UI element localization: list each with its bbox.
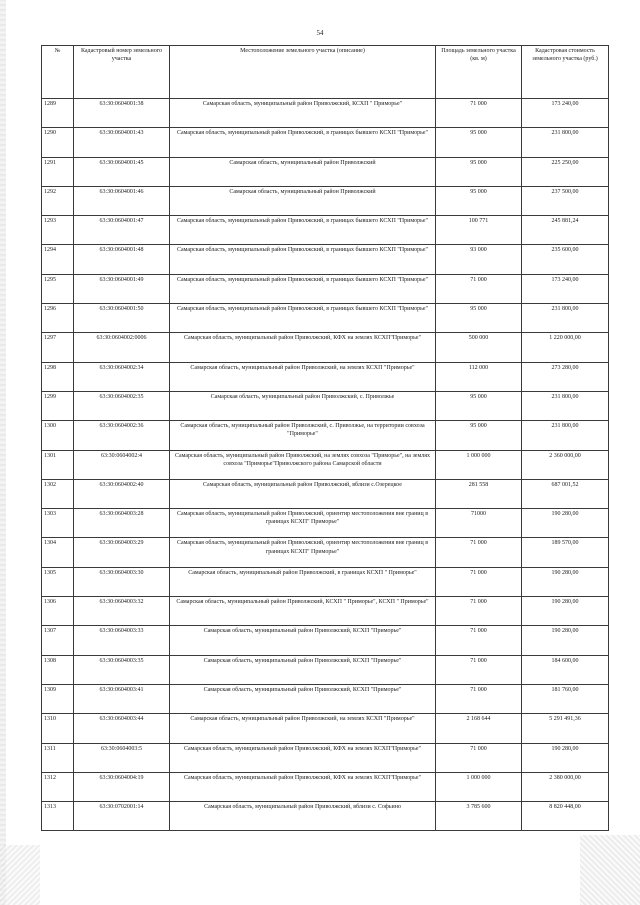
table-row	[42, 362, 609, 391]
scan-artifact	[0, 845, 40, 905]
location-description: Самарская область, муниципальный район Приволжский, КСХП "Приморье"	[170, 626, 436, 655]
table-row	[42, 626, 609, 655]
area-value: 2 168 644	[436, 714, 522, 743]
table-row	[42, 772, 609, 801]
row-number: 1306	[42, 597, 74, 626]
table-row	[42, 714, 609, 743]
cadastral-number: 63:30:0604002:0006	[74, 333, 170, 362]
location-description: Самарская область, муниципальный район Приволжский	[170, 157, 436, 186]
location-description: Самарская область, муниципальный район Приволжский, в границах КСХП " Приморье"	[170, 567, 436, 596]
row-number: 1298	[42, 362, 74, 391]
cadastral-number: 63:30:0604001:43	[74, 128, 170, 157]
cost-value: 231 800,00	[522, 304, 609, 333]
table-row	[42, 597, 609, 626]
area-value: 95 000	[436, 421, 522, 450]
cadastral-number: 63:30:0604003:28	[74, 509, 170, 538]
location-description: Самарская область, муниципальный район Приволжский, в границах бывшего КСХП "Приморье"	[170, 128, 436, 157]
location-description: Самарская область, муниципальный район Приволжский, КФХ на землях КСХП"Приморье"	[170, 333, 436, 362]
cadastral-number: 63:30:0604003:32	[74, 597, 170, 626]
cost-value: 173 240,00	[522, 274, 609, 303]
row-number: 1291	[42, 157, 74, 186]
cadastral-number: 63:30:0702001:14	[74, 802, 170, 831]
cadastral-number: 63:30:0604003:41	[74, 684, 170, 713]
row-number: 1289	[42, 99, 74, 128]
cadastral-number: 63:30:0604004:19	[74, 772, 170, 801]
row-number: 1290	[42, 128, 74, 157]
cadastral-number: 63:30:0604003:30	[74, 567, 170, 596]
table-row	[42, 479, 609, 508]
area-value: 3 785 600	[436, 802, 522, 831]
area-value: 71 000	[436, 538, 522, 567]
cost-value: 231 800,00	[522, 391, 609, 420]
header-area: Площадь земельного участка (кв. м)	[436, 46, 522, 99]
table-row	[42, 567, 609, 596]
table-row	[42, 450, 609, 479]
cost-value: 231 800,00	[522, 128, 609, 157]
cadastral-number: 63:30:0604002:40	[74, 479, 170, 508]
area-value: 71 000	[436, 743, 522, 772]
area-value: 95 000	[436, 186, 522, 215]
cadastral-number: 63:30:0604001:48	[74, 245, 170, 274]
area-value: 71 000	[436, 597, 522, 626]
cost-value: 190 280,00	[522, 626, 609, 655]
table-row	[42, 743, 609, 772]
location-description: Самарская область, муниципальный район Приволжский, в границах бывшего КСХП "Приморье"	[170, 245, 436, 274]
location-description: Самарская область, муниципальный район Приволжский, в границах бывшего КСХП "Приморье"	[170, 216, 436, 245]
table-header-row	[42, 46, 609, 99]
area-value: 1 000 000	[436, 450, 522, 479]
table-row	[42, 802, 609, 831]
area-value: 1 000 000	[436, 772, 522, 801]
cost-value: 2 380 000,00	[522, 772, 609, 801]
row-number: 1303	[42, 509, 74, 538]
cadastral-number: 63:30:0604001:49	[74, 274, 170, 303]
location-description: Самарская область, муниципальный район Приволжский, КСХП " Приморье"	[170, 99, 436, 128]
table-row	[42, 304, 609, 333]
location-description: Самарская область, муниципальный район Приволжский, КСХП "Приморье"	[170, 684, 436, 713]
cost-value: 189 570,00	[522, 538, 609, 567]
cost-value: 173 240,00	[522, 99, 609, 128]
table-row	[42, 684, 609, 713]
cost-value: 190 280,00	[522, 509, 609, 538]
table-row	[42, 216, 609, 245]
cadastral-number: 63:30:0604001:50	[74, 304, 170, 333]
table-row	[42, 421, 609, 450]
location-description: Самарская область, муниципальный район Приволжский, ориентир местоположения вне границ в границах КСХП" Приморье"	[170, 509, 436, 538]
table-row	[42, 333, 609, 362]
cadastral-number: 63:30:0604003:33	[74, 626, 170, 655]
cost-value: 5 291 491,36	[522, 714, 609, 743]
location-description: Самарская область, муниципальный район Приволжский, с. Приволжье, на территории совхоза "Приморье"	[170, 421, 436, 450]
cadastral-number: 63:30:0604003:44	[74, 714, 170, 743]
cost-value: 2 360 000,00	[522, 450, 609, 479]
row-number: 1304	[42, 538, 74, 567]
row-number: 1307	[42, 626, 74, 655]
header-num: №	[42, 46, 74, 99]
table-row	[42, 391, 609, 420]
table-row	[42, 274, 609, 303]
area-value: 71 000	[436, 626, 522, 655]
scan-artifact	[580, 835, 640, 905]
area-value: 500 000	[436, 333, 522, 362]
cost-value: 1 220 000,00	[522, 333, 609, 362]
table-row	[42, 186, 609, 215]
area-value: 71 000	[436, 274, 522, 303]
area-value: 95 000	[436, 304, 522, 333]
cost-value: 190 280,00	[522, 743, 609, 772]
location-description: Самарская область, муниципальный район Приволжский, на землях КСХП "Приморье"	[170, 362, 436, 391]
location-description: Самарская область, муниципальный район Приволжский, КФХ на землях КСХП"Приморье"	[170, 772, 436, 801]
location-description: Самарская область, муниципальный район Приволжский, КФХ на землях КСХП"Приморье"	[170, 743, 436, 772]
cost-value: 184 600,00	[522, 655, 609, 684]
cadastral-number: 63:30:0604002:36	[74, 421, 170, 450]
location-description: Самарская область, муниципальный район Приволжский, КСХП "Приморье"	[170, 655, 436, 684]
cadastral-number: 63:30:0604001:38	[74, 99, 170, 128]
row-number: 1297	[42, 333, 74, 362]
row-number: 1313	[42, 802, 74, 831]
cost-value: 235 600,00	[522, 245, 609, 274]
cost-value: 687 001,52	[522, 479, 609, 508]
table-body	[42, 99, 609, 831]
row-number: 1296	[42, 304, 74, 333]
area-value: 71 000	[436, 684, 522, 713]
cost-value: 190 280,00	[522, 597, 609, 626]
table-row	[42, 128, 609, 157]
row-number: 1310	[42, 714, 74, 743]
header-cadastral: Кадастровый номер земельного участка	[74, 46, 170, 99]
row-number: 1305	[42, 567, 74, 596]
cost-value: 225 250,00	[522, 157, 609, 186]
cadastral-number: 63:30:0604001:47	[74, 216, 170, 245]
header-location: Местоположение земельного участка (описание)	[170, 46, 436, 99]
location-description: Самарская область, муниципальный район Приволжский, в границах бывшего КСХП "Приморье"	[170, 274, 436, 303]
row-number: 1299	[42, 391, 74, 420]
area-value: 112 000	[436, 362, 522, 391]
table-row	[42, 157, 609, 186]
table-row	[42, 509, 609, 538]
cost-value: 8 820 448,00	[522, 802, 609, 831]
row-number: 1295	[42, 274, 74, 303]
location-description: Самарская область, муниципальный район Приволжский, ориентир местоположения вне границ в границах КСХП" Приморье"	[170, 538, 436, 567]
cadastral-number: 63:30:0604002:4	[74, 450, 170, 479]
row-number: 1302	[42, 479, 74, 508]
cadastral-number: 63:30:0604002:35	[74, 391, 170, 420]
cadastral-number: 63:30:0604001:45	[74, 157, 170, 186]
area-value: 71 000	[436, 655, 522, 684]
cadastral-number: 63:30:0604003:35	[74, 655, 170, 684]
row-number: 1308	[42, 655, 74, 684]
area-value: 100 771	[436, 216, 522, 245]
cadastral-table	[41, 45, 609, 831]
location-description: Самарская область, муниципальный район Приволжский, вблизи с. Софьино	[170, 802, 436, 831]
area-value: 281 558	[436, 479, 522, 508]
area-value: 95 000	[436, 391, 522, 420]
area-value: 71 000	[436, 567, 522, 596]
area-value: 93 000	[436, 245, 522, 274]
page-number: 54	[316, 29, 324, 37]
cadastral-number: 63:30:0604003:5	[74, 743, 170, 772]
row-number: 1301	[42, 450, 74, 479]
location-description: Самарская область, муниципальный район Приволжский, вблизи с.Озерецкое	[170, 479, 436, 508]
area-value: 95 000	[436, 128, 522, 157]
table-row	[42, 99, 609, 128]
table-row	[42, 245, 609, 274]
cadastral-number: 63:30:0604003:29	[74, 538, 170, 567]
cadastral-number: 63:30:0604001:46	[74, 186, 170, 215]
cadastral-number: 63:30:0604002:34	[74, 362, 170, 391]
cadastral-table-container	[41, 45, 608, 831]
cost-value: 245 881,24	[522, 216, 609, 245]
location-description: Самарская область, муниципальный район Приволжский, на землях КСХП "Приморье"	[170, 714, 436, 743]
row-number: 1311	[42, 743, 74, 772]
row-number: 1309	[42, 684, 74, 713]
table-row	[42, 538, 609, 567]
row-number: 1292	[42, 186, 74, 215]
location-description: Самарская область, муниципальный район Приволжский, в границах бывшего КСХП "Приморье"	[170, 304, 436, 333]
cost-value: 181 760,00	[522, 684, 609, 713]
row-number: 1312	[42, 772, 74, 801]
location-description: Самарская область, муниципальный район Приволжский, КСХП " Приморье", КСХП " Приморье"	[170, 597, 436, 626]
area-value: 95 000	[436, 157, 522, 186]
row-number: 1294	[42, 245, 74, 274]
cost-value: 190 280,00	[522, 567, 609, 596]
area-value: 71000	[436, 509, 522, 538]
cost-value: 231 800,00	[522, 421, 609, 450]
area-value: 71 000	[436, 99, 522, 128]
cost-value: 273 280,00	[522, 362, 609, 391]
cost-value: 237 500,00	[522, 186, 609, 215]
scan-edge	[0, 0, 6, 905]
table-row	[42, 655, 609, 684]
row-number: 1300	[42, 421, 74, 450]
location-description: Самарская область, муниципальный район Приволжский	[170, 186, 436, 215]
header-cost: Кадастровая стоимость земельного участка (руб.)	[522, 46, 609, 99]
location-description: Самарская область, муниципальный район Приволжский, на землях совхоза "Приморье", на землях совхоза "Приморье"Приволжского района Самарской области	[170, 450, 436, 479]
location-description: Самарская область, муниципальный район Приволжский, с. Приволжье	[170, 391, 436, 420]
row-number: 1293	[42, 216, 74, 245]
